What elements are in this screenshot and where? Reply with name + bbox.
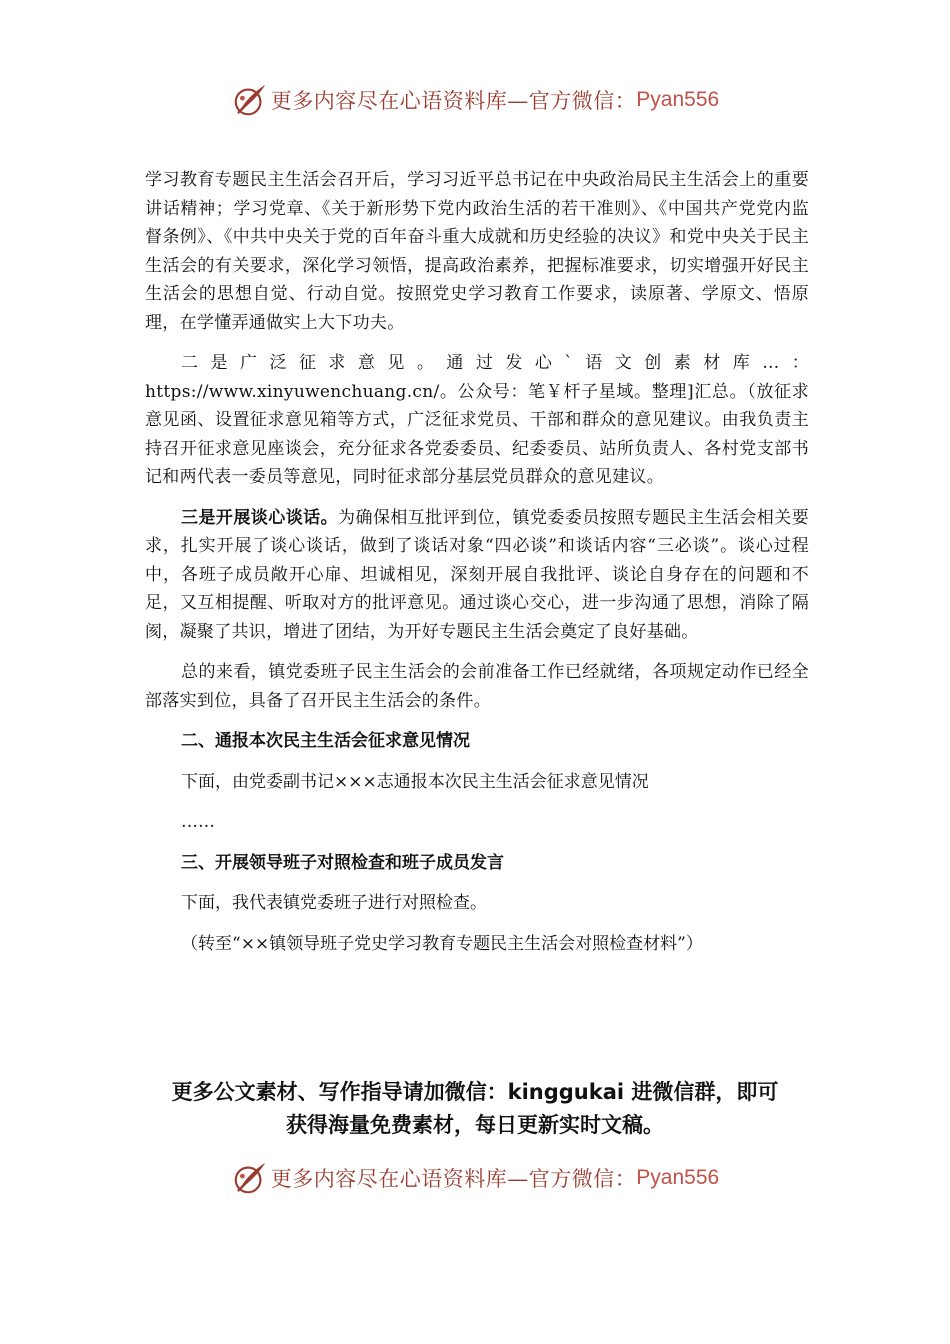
quill-pen-logo-icon [231, 1159, 269, 1197]
banner-wechat-id: Pyan556 [636, 1166, 720, 1189]
paragraph-transfer-note: （转至“××镇领导班子党史学习教育专题民主生活会对照检查材料”） [181, 933, 703, 954]
paragraph-lead: 三是开展谈心谈话。 [181, 507, 339, 528]
paragraph-report: 下面，由党委副书记×××志通报本次民主生活会征求意见情况 [181, 771, 649, 792]
section-heading-3: 三、开展领导班子对照检查和班子成员发言 [181, 852, 504, 873]
paragraph-study: 学习教育专题民主生活会召开后，学习习近平总书记在中央政治局民主生活会上的重要讲话精神；学习党章、《关于新形势下党内政治生活的若干准则》、《中国共产党党内监督条例》、《中共中央关于党的百年奋斗重大成就和历史经验的决议》和党中央关于民主生活会的有关要求，深化学习领悟，提高政治素养，把握标准要求，切实增强开好民主生活会的思想自觉、行动自觉。按照党史学习教育工作要求，读原著、学原文、悟原理，在学懂弄通做实上大下功夫。 [145, 170, 809, 333]
banner-text: 更多内容尽在心语资料库—官方微信： [270, 89, 637, 113]
paragraph-text: 为确保相互批评到位，镇党委委员按照专题民主生活会相关要求，扎实开展了谈心谈话，做到了谈话对象“四必谈”和谈话内容“三必谈”。谈心过程中，各班子成员敞开心扉、坦诚相见，深刻开展自我批评、谈论自身存在的问题和不足，又互相提醒、听取对方的批评意见。通过谈心交心，进一步沟通了思想，消除了隔阂，凝聚了共识，增进了团结，为开好专题民主生活会奠定了良好基础。 [145, 507, 809, 642]
header-banner [0, 80, 950, 120]
ellipsis: …… [181, 812, 215, 832]
paragraph-review: 下面，我代表镇党委班子进行对照检查。 [181, 893, 487, 913]
paragraph-summary: 总的来看，镇党委班子民主生活会的会前准备工作已经就绪，各项规定动作已经全部落实到位，具备了召开民主生活会的条件。 [145, 662, 809, 711]
promo-block [0, 1076, 950, 1142]
paragraph-solicit-opinions: 二是广泛征求意见。通过发心`语文创素材库…：https://www.xinyuwenchuang.cn/。公众号：笔￥杆子星域。整理]汇总。（放征求意见函、设置征求意见箱等方式，广泛征求党员、干部和群众的意见建议。由我负责主持召开征求意见座谈会，充分征求各党委委员、纪委委员、站所负责人、各村党支部书记和两代表一委员等意见，同时征求部分基层党员群众的意见建议。 [145, 353, 809, 487]
quill-pen-logo-icon [231, 81, 269, 119]
promo-line-1: 更多公文素材、写作指导请加微信：kinggukai 进微信群，即可 [171, 1080, 779, 1104]
promo-line-2: 获得海量免费素材，每日更新实时文稿。 [286, 1113, 664, 1137]
paragraph-heart-talks [145, 504, 809, 647]
banner-wechat-id: Pyan556 [636, 88, 720, 111]
document-body [145, 166, 809, 970]
banner-text: 更多内容尽在心语资料库—官方微信： [270, 1167, 637, 1191]
section-heading-2: 二、通报本次民主生活会征求意见情况 [181, 731, 470, 751]
footer-banner [0, 1158, 950, 1198]
